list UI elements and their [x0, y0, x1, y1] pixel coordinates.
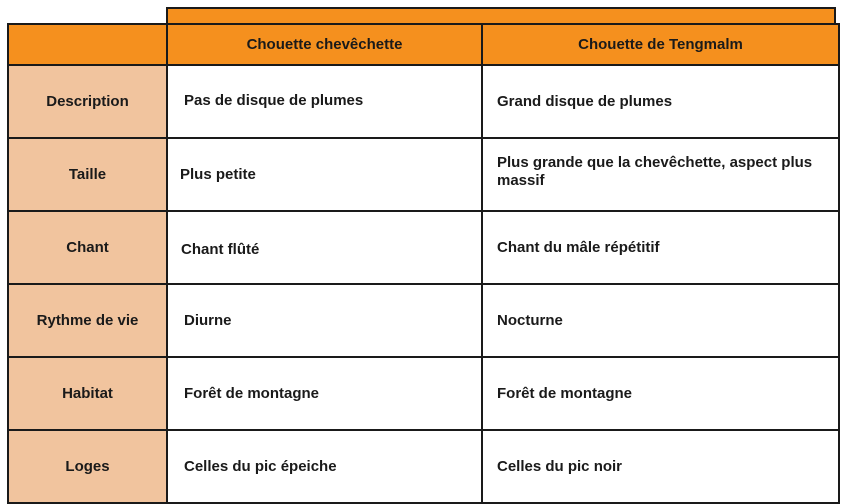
row-label-loges: Loges [8, 430, 167, 503]
row-label-chant: Chant [8, 211, 167, 284]
comparison-table [7, 23, 840, 504]
row-label-description: Description [8, 65, 167, 138]
cell-tengmalm: Celles du pic noir [482, 430, 839, 503]
cell-tengmalm: Grand disque de plumes [482, 65, 839, 138]
table-header-row [8, 24, 839, 65]
cell-cheveche: Celles du pic épeiche [167, 430, 482, 503]
row-label-habitat: Habitat [8, 357, 167, 430]
header-corner-cell [8, 24, 167, 65]
table-row [8, 430, 839, 503]
table-row [8, 211, 839, 284]
cell-cheveche: Pas de disque de plumes [167, 65, 482, 138]
column-header-tengmalm: Chouette de Tengmalm [482, 24, 839, 65]
row-label-rythme: Rythme de vie [8, 284, 167, 357]
cell-tengmalm: Chant du mâle répétitif [482, 211, 839, 284]
column-header-cheveche: Chouette chevêchette [167, 24, 482, 65]
header-top-bar [166, 7, 836, 23]
table-row [8, 138, 839, 211]
cell-tengmalm: Forêt de montagne [482, 357, 839, 430]
cell-cheveche: Diurne [167, 284, 482, 357]
table-row [8, 357, 839, 430]
cell-tengmalm: Plus grande que la chevêchette, aspect plus massif [482, 138, 839, 211]
row-label-taille: Taille [8, 138, 167, 211]
table-row [8, 284, 839, 357]
table-row [8, 65, 839, 138]
cell-cheveche: Forêt de montagne [167, 357, 482, 430]
cell-cheveche: Chant flûté [167, 211, 482, 284]
cell-tengmalm: Nocturne [482, 284, 839, 357]
cell-cheveche: Plus petite [167, 138, 482, 211]
